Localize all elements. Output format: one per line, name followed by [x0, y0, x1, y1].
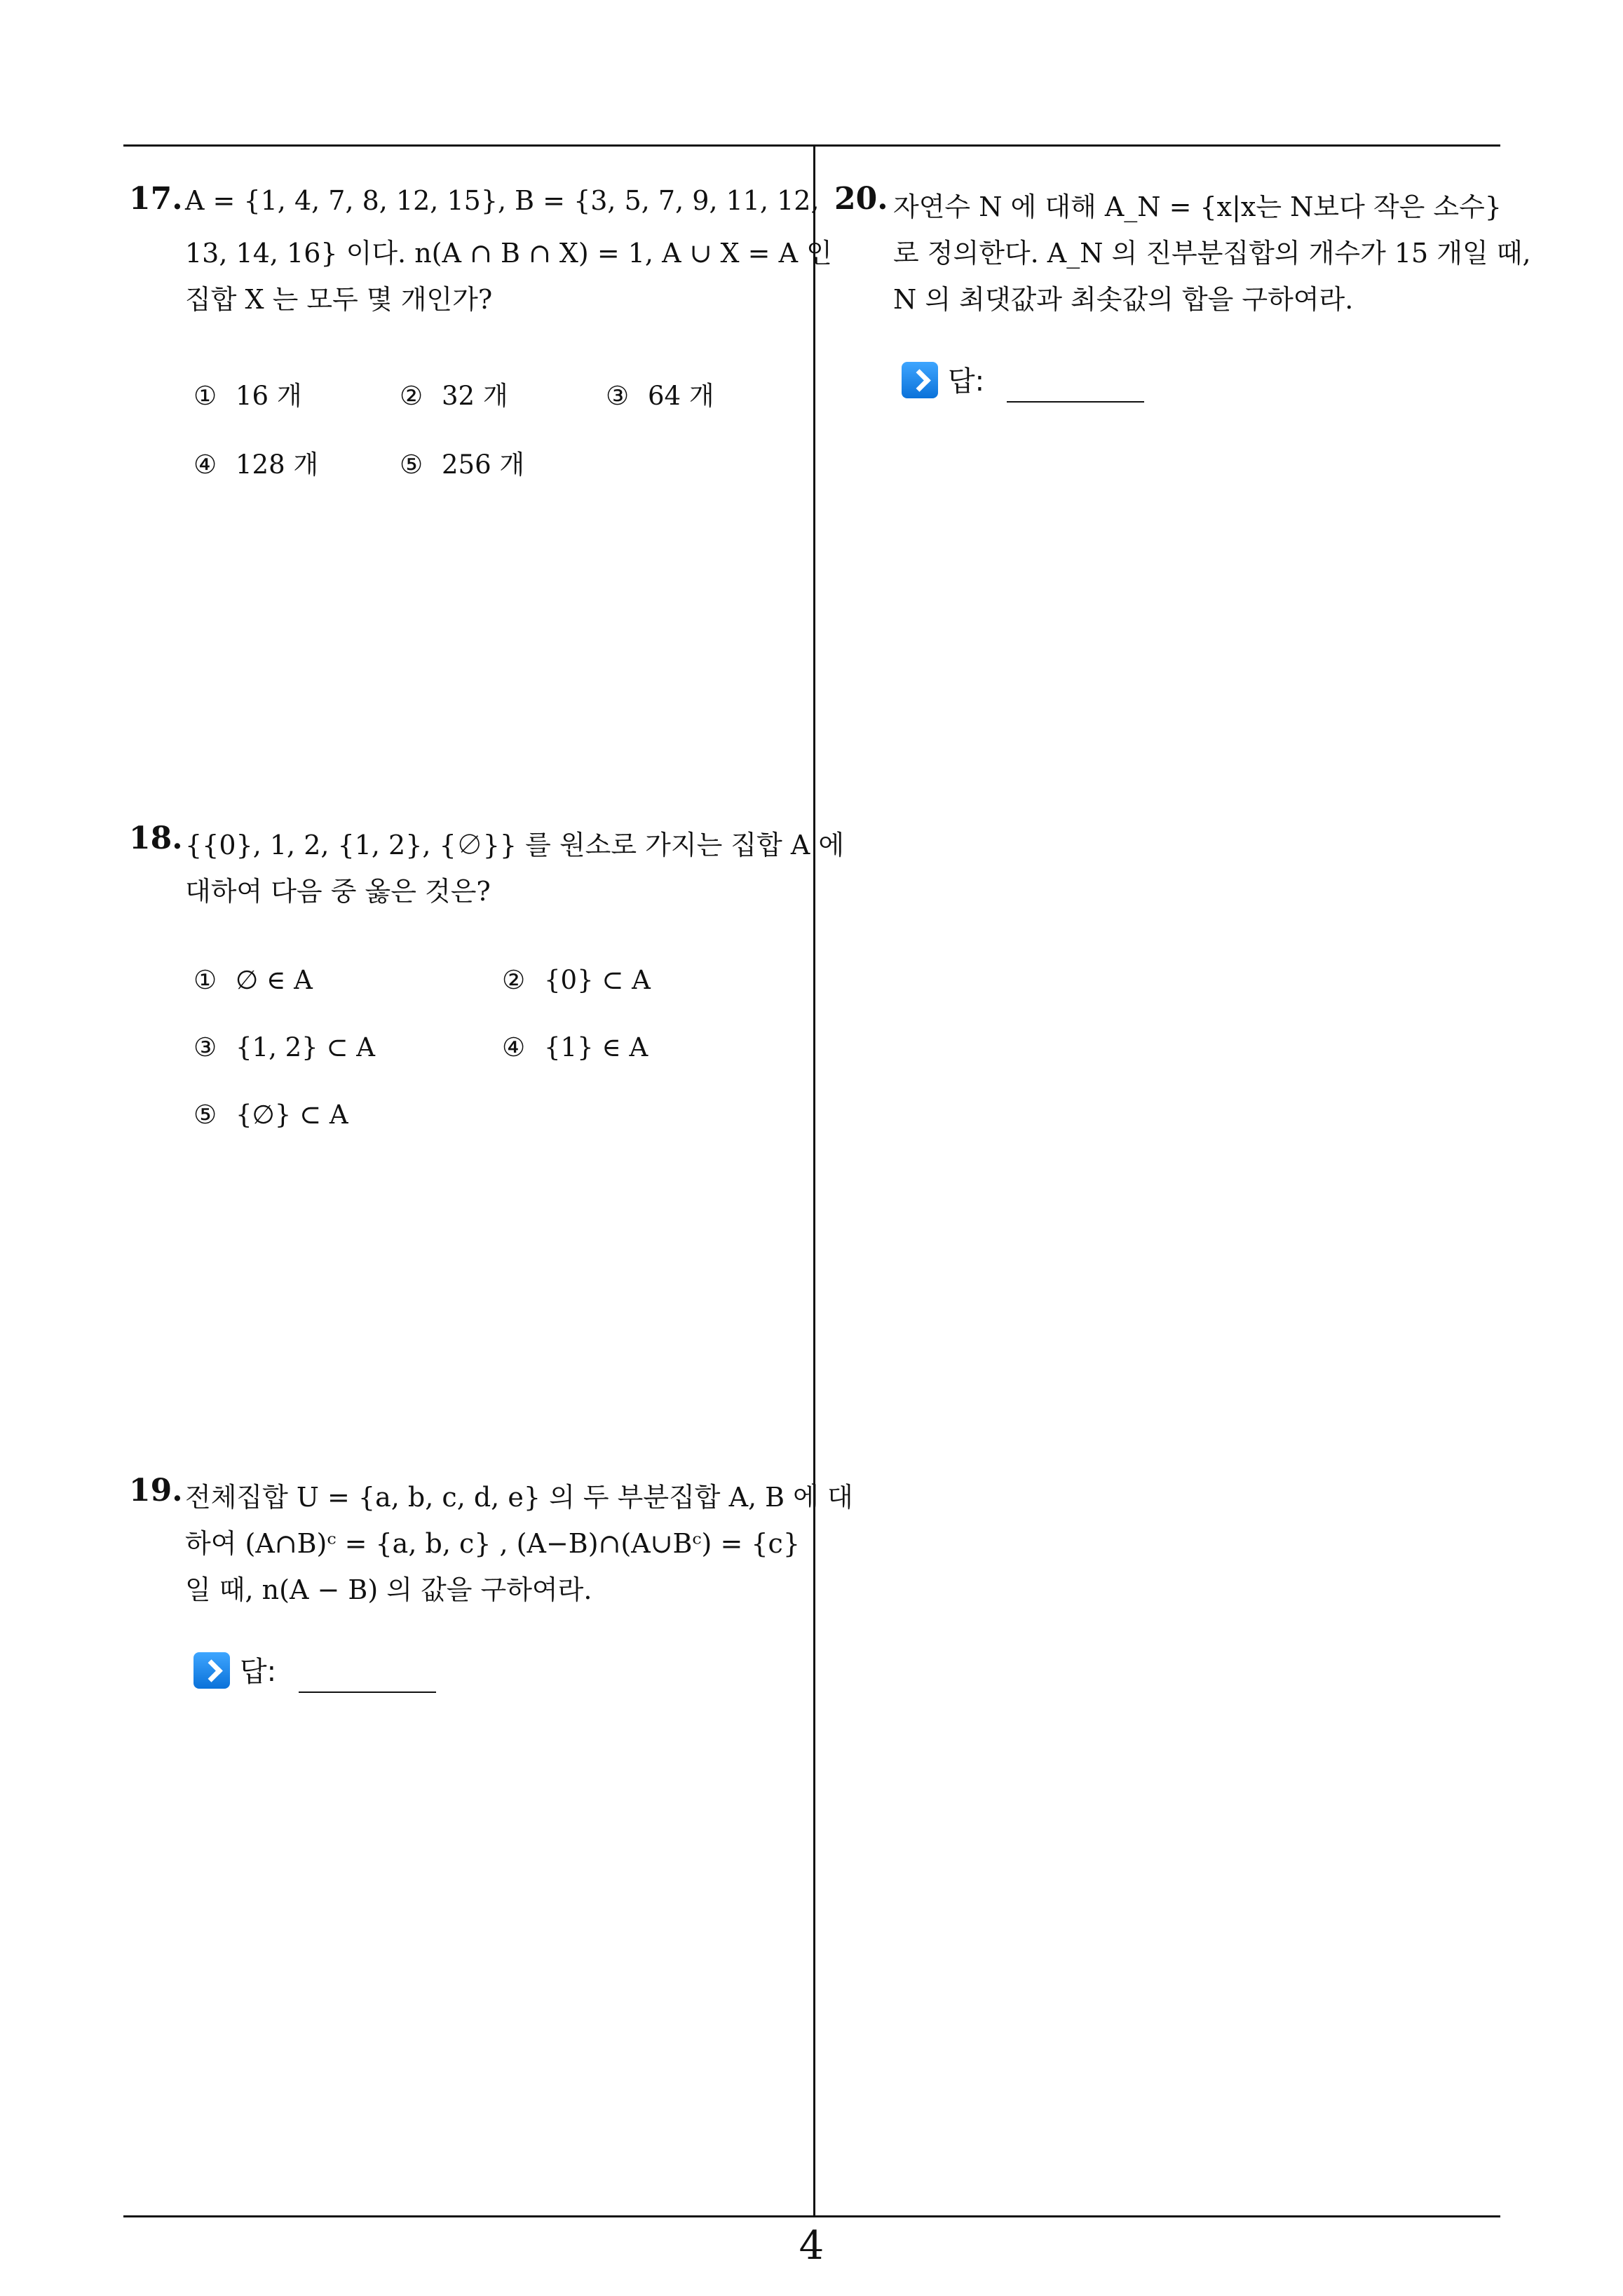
column-divider [813, 144, 815, 2217]
choice-mark: ② [502, 965, 526, 995]
question-text-line: N 의 최댓값과 최솟값의 합을 구하여라. [893, 284, 1354, 315]
answer-label: 답: [948, 365, 985, 398]
choice-4[interactable] [193, 443, 318, 481]
question-text-line: 전체집합 U = {a, b, c, d, e} 의 두 부분집합 A, B 에 대 [185, 1482, 853, 1513]
choice-text: 32 개 [442, 381, 508, 411]
choice-mark: ① [193, 965, 217, 995]
choice-text: 128 개 [236, 450, 319, 480]
choice-1[interactable] [193, 374, 302, 412]
bottom-rule [123, 2215, 1500, 2217]
choice-2[interactable] [400, 374, 508, 412]
choice-text: {0} ⊂ A [544, 965, 651, 995]
question-text-line: 13, 14, 16} 이다. n(A ∩ B ∩ X) = 1, A ∪ X = A 인 [185, 238, 832, 269]
choice-3[interactable] [606, 374, 714, 412]
question-number: 20. [834, 181, 888, 217]
question-text-line: 자연수 N 에 대해 A_N = {x|x는 N보다 작은 소수} [893, 191, 1502, 222]
choice-text: 256 개 [442, 450, 525, 480]
choice-text: {1, 2} ⊂ A [236, 1032, 375, 1062]
question-text-line: 집합 X 는 모두 몇 개인가? [185, 284, 493, 315]
arrow-right-icon [193, 1652, 230, 1689]
choice-mark: ③ [606, 381, 630, 411]
question-17 [129, 181, 832, 489]
question-text-line: 일 때, n(A − B) 의 값을 구하여라. [185, 1574, 592, 1605]
choice-mark: ⑤ [193, 1100, 217, 1130]
choice-text: {1} ∈ A [544, 1032, 648, 1062]
choice-mark: ③ [193, 1032, 217, 1062]
answer-label: 답: [240, 1656, 277, 1688]
choice-mark: ④ [193, 450, 217, 480]
choice-5[interactable] [400, 443, 524, 481]
question-text-line: {{0}, 1, 2, {1, 2}, {∅}} 를 원소로 가지는 집합 A 에 [185, 830, 845, 860]
answer-blank-line[interactable] [1007, 401, 1144, 403]
choice-text: 64 개 [648, 381, 714, 411]
question-text-line: 대하여 다음 중 옳은 것은? [185, 876, 491, 907]
question-text-line: 로 정의한다. A_N 의 진부분집합의 개수가 15 개일 때, [893, 238, 1531, 269]
question-number: 19. [129, 1473, 183, 1508]
top-rule [123, 144, 1500, 147]
question-number: 17. [129, 181, 183, 217]
question-20 [834, 181, 1531, 419]
answer-field[interactable] [902, 358, 1154, 407]
answer-field[interactable] [193, 1648, 446, 1697]
question-18 [129, 821, 845, 1143]
choice-text: 16 개 [236, 381, 302, 411]
question-19 [129, 1473, 853, 1711]
choice-mark: ⑤ [400, 450, 423, 480]
choice-3[interactable] [193, 1032, 375, 1062]
question-text-line: 하여 (A∩B)ᶜ = {a, b, c} , (A−B)∩(A∪Bᶜ) = {c} [185, 1528, 801, 1559]
choice-2[interactable] [502, 965, 651, 995]
page-number: 4 [799, 2223, 824, 2269]
choice-text: {∅} ⊂ A [236, 1100, 348, 1130]
choice-mark: ④ [502, 1032, 526, 1062]
choice-mark: ① [193, 381, 217, 411]
choice-5[interactable] [193, 1100, 348, 1130]
answer-blank-line[interactable] [299, 1691, 436, 1693]
choice-4[interactable] [502, 1032, 648, 1062]
question-text-line: A = {1, 4, 7, 8, 12, 15}, B = {3, 5, 7, 9, 11, 12, [185, 185, 820, 216]
choice-text: ∅ ∈ A [236, 965, 313, 995]
choice-mark: ② [400, 381, 423, 411]
question-number: 18. [129, 821, 183, 856]
choice-1[interactable] [193, 965, 313, 995]
arrow-right-icon [902, 362, 938, 398]
